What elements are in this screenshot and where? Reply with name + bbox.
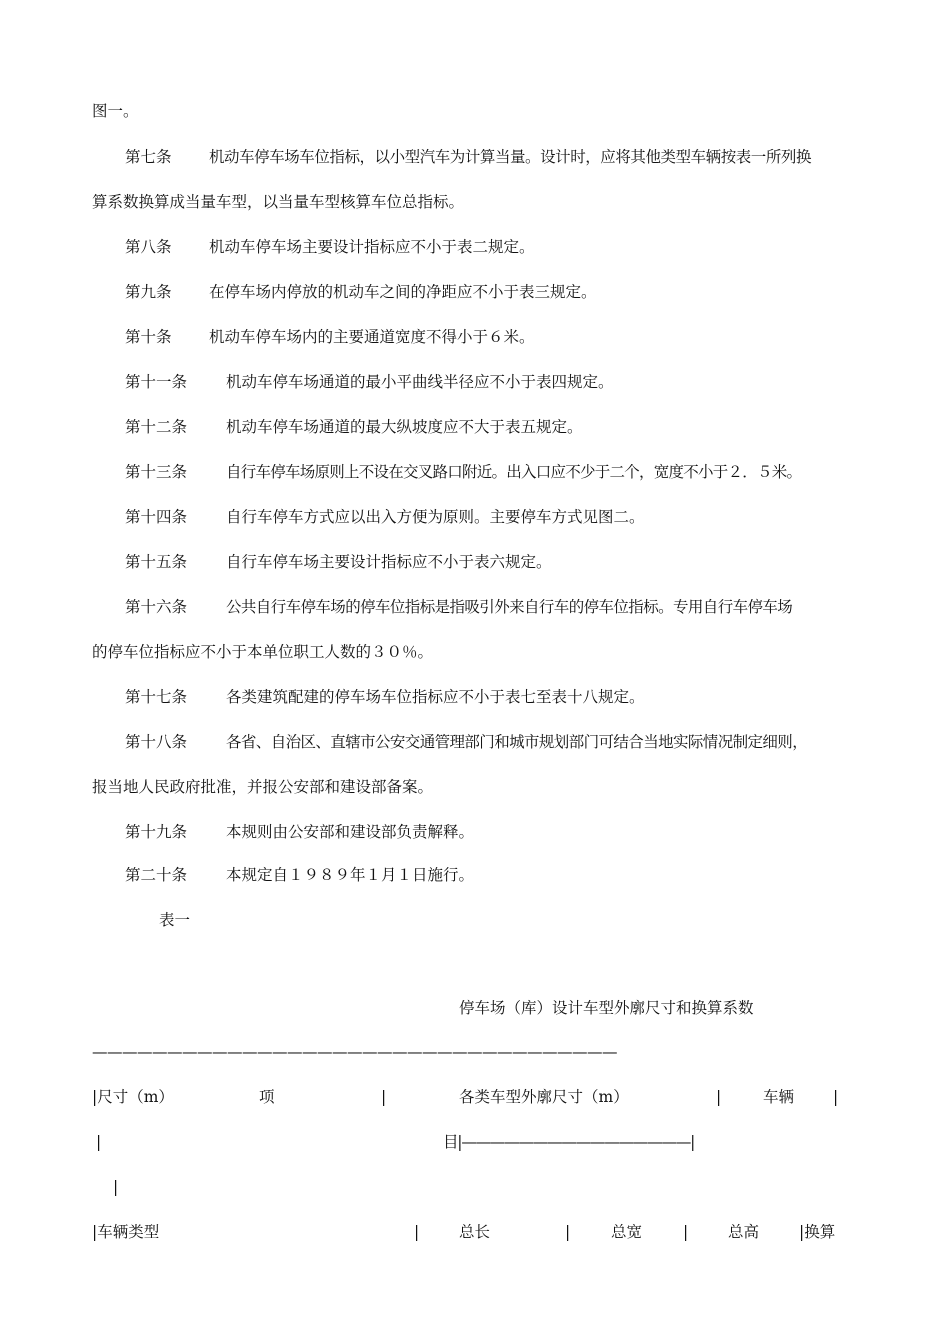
article-text: 机动车停车场内的主要通道宽度不得小于６米。 <box>209 328 535 346</box>
article-number: 第十三条 <box>125 463 188 481</box>
article-number: 第十五条 <box>125 553 188 571</box>
table-cell: | <box>113 1178 119 1196</box>
article-number: 第八条 <box>125 238 172 256</box>
table-cell: 各类车型外廓尺寸（m） <box>459 1088 629 1106</box>
article-text: 自行车停车方式应以出入方便为原则。主要停车方式见图二。 <box>226 508 645 526</box>
article-text: 自行车停车场原则上不设在交叉路口附近。出入口应不少于二个，宽度不小于２．５米。 <box>226 463 802 481</box>
article-text: 各类建筑配建的停车场车位指标应不小于表七至表十八规定。 <box>226 688 645 706</box>
table-rule: ——————————————————————————————————— <box>92 1043 617 1061</box>
article-number: 第十八条 <box>125 733 188 751</box>
article-text: 公共自行车停车场的停车位指标是指吸引外来自行车的停车位指标。专用自行车停车场 <box>226 598 793 616</box>
table-cell: | <box>683 1223 689 1241</box>
article-text: 机动车停车场通道的最小平曲线半径应不小于表四规定。 <box>226 373 614 391</box>
table-cell: 车辆 <box>763 1088 795 1106</box>
intro-tail: 图一。 <box>92 102 139 120</box>
table-cell: | <box>833 1088 839 1106</box>
article-text: 本规定自１９８９年１月１日施行。 <box>226 866 475 884</box>
article-text: 自行车停车场主要设计指标应不小于表六规定。 <box>226 553 552 571</box>
article-number: 第二十条 <box>125 866 188 884</box>
article-text: 机动车停车场主要设计指标应不小于表二规定。 <box>209 238 535 256</box>
table-cell: 总长 <box>459 1223 491 1241</box>
table-cell: 目|————————————————| <box>443 1133 695 1151</box>
table-cell: | <box>96 1133 102 1151</box>
table-cell: | <box>381 1088 387 1106</box>
table-cell: |换算 <box>799 1223 836 1241</box>
article-text: 各省、自治区、直辖市公安交通管理部门和城市规划部门可结合当地实际情况制定细则， <box>226 733 808 751</box>
article-number: 第十二条 <box>125 418 188 436</box>
table-cell: 总宽 <box>611 1223 643 1241</box>
table-label: 表一 <box>159 911 191 929</box>
table-cell: | <box>716 1088 722 1106</box>
article-number: 第十一条 <box>125 373 188 391</box>
article-text: 在停车场内停放的机动车之间的净距应不小于表三规定。 <box>209 283 597 301</box>
article-number: 第十四条 <box>125 508 188 526</box>
table-cell: | <box>565 1223 571 1241</box>
table-cell: 总高 <box>728 1223 760 1241</box>
article-text: 本规则由公安部和建设部负责解释。 <box>226 823 475 841</box>
article-number: 第十条 <box>125 328 172 346</box>
article-text: 机动车停车场通道的最大纵坡度应不大于表五规定。 <box>226 418 583 436</box>
article-text: 机动车停车场车位指标，以小型汽车为计算当量。设计时，应将其他类型车辆按表一所列换 <box>209 148 812 166</box>
table-cell: 项 <box>259 1088 275 1106</box>
article-number: 第十九条 <box>125 823 188 841</box>
table-cell: | <box>414 1223 420 1241</box>
article-number: 第七条 <box>125 148 172 166</box>
article-number: 第十六条 <box>125 598 188 616</box>
table-title: 停车场（库）设计车型外廓尺寸和换算系数 <box>459 999 754 1017</box>
article-number: 第十七条 <box>125 688 188 706</box>
article-text-continued: 的停车位指标应不小于本单位职工人数的３０％。 <box>92 643 434 661</box>
article-text-continued: 报当地人民政府批准，并报公安部和建设部备案。 <box>92 778 434 796</box>
article-text-continued: 算系数换算成当量车型，以当量车型核算车位总指标。 <box>92 193 465 211</box>
article-number: 第九条 <box>125 283 172 301</box>
table-cell: |尺寸（m） <box>92 1088 174 1106</box>
table-cell: |车辆类型 <box>92 1223 160 1241</box>
